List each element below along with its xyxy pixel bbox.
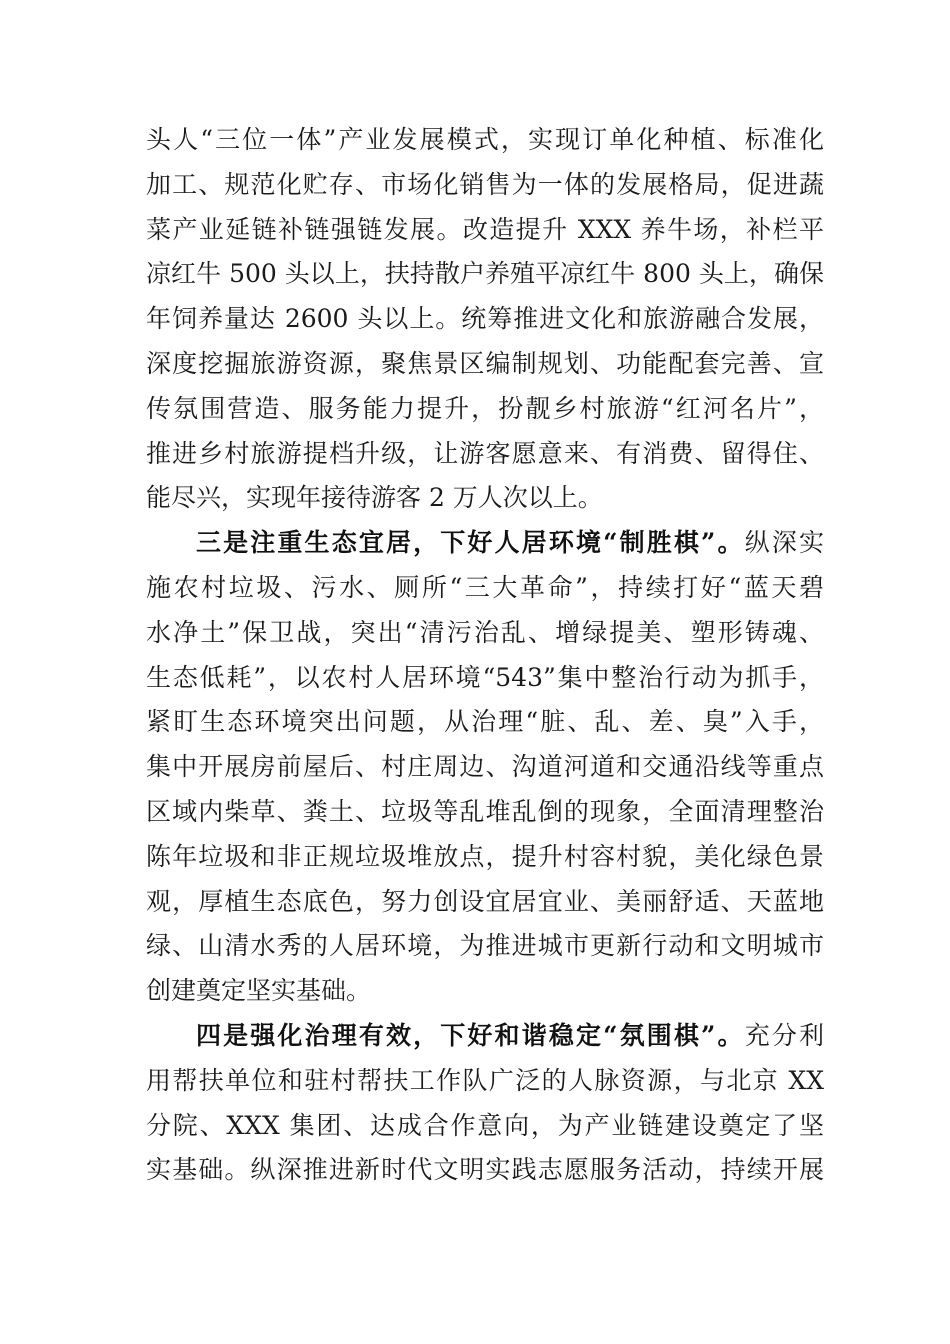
text-line: 陈年垃圾和非正规垃圾堆放点，提升村容村貌，美化绿色景 bbox=[146, 841, 824, 871]
paragraph-1 bbox=[146, 118, 824, 521]
text-line: 凉红牛 500 头以上，扶持散户养殖平凉红牛 800 头上，确保 bbox=[146, 259, 824, 289]
text-line: 年饲养量达 2600 头以上。统筹推进文化和旅游融合发展， bbox=[146, 304, 824, 334]
text-line: 用帮扶单位和驻村帮扶工作队广泛的人脉资源，与北京 XX bbox=[146, 1065, 824, 1095]
paragraph-2 bbox=[146, 521, 824, 1014]
text-line: 绿、山清水秀的人居环境，为推进城市更新行动和文明城市 bbox=[146, 931, 824, 961]
text-line: 区域内柴草、粪土、垃圾等乱堆乱倒的现象，全面清理整治 bbox=[146, 796, 824, 826]
text-line: 深度挖掘旅游资源，聚焦景区编制规划、功能配套完善、宣 bbox=[146, 348, 824, 378]
text-line: 实基础。纵深推进新时代文明实践志愿服务活动，持续开展 bbox=[146, 1155, 824, 1185]
text-line: 施农村垃圾、污水、厕所“三大革命”，持续打好“蓝天碧 bbox=[146, 572, 824, 602]
text-line: 水净土”保卫战，突出“清污治乱、增绿提美、塑形铸魂、 bbox=[146, 617, 824, 647]
body-text bbox=[146, 118, 824, 1193]
paragraph-lead-text: 充分利 bbox=[744, 1020, 824, 1050]
text-line: 菜产业延链补链强链发展。改造提升 XXX 养牛场，补栏平 bbox=[146, 214, 824, 244]
text-line: 紧盯生态环境突出问题，从治理“脏、乱、差、臭”入手， bbox=[146, 707, 824, 737]
text-line: 推进乡村旅游提档升级，让游客愿意来、有消费、留得住、 bbox=[146, 438, 824, 468]
text-line: 生态低耗”，以农村人居环境“543”集中整治行动为抓手， bbox=[146, 662, 824, 692]
paragraph-first-line bbox=[146, 521, 824, 566]
paragraph-3 bbox=[146, 1014, 824, 1193]
paragraph-heading: 四是强化治理有效，下好和谐稳定“氛围棋”。 bbox=[196, 1020, 745, 1050]
paragraph-lead-text: 纵深实 bbox=[744, 528, 824, 558]
text-line: 传氛围营造、服务能力提升，扮靓乡村旅游“红河名片”， bbox=[146, 393, 824, 423]
text-line: 分院、XXX 集团、达成合作意向，为产业链建设奠定了坚 bbox=[146, 1110, 824, 1140]
text-line: 集中开展房前屋后、村庄周边、沟道河道和交通沿线等重点 bbox=[146, 752, 824, 782]
text-line: 能尽兴，实现年接待游客 2 万人次以上。 bbox=[146, 483, 603, 513]
text-line: 加工、规范化贮存、市场化销售为一体的发展格局，促进蔬 bbox=[146, 169, 824, 199]
paragraph-heading: 三是注重生态宜居，下好人居环境“制胜棋”。 bbox=[196, 528, 745, 558]
text-line: 头人“三位一体”产业发展模式，实现订单化种植、标准化 bbox=[146, 125, 824, 154]
paragraph-first-line bbox=[146, 1014, 824, 1059]
text-line: 观，厚植生态底色，努力创设宜居宜业、美丽舒适、天蓝地 bbox=[146, 886, 824, 916]
text-line: 创建奠定坚实基础。 bbox=[146, 976, 372, 1006]
